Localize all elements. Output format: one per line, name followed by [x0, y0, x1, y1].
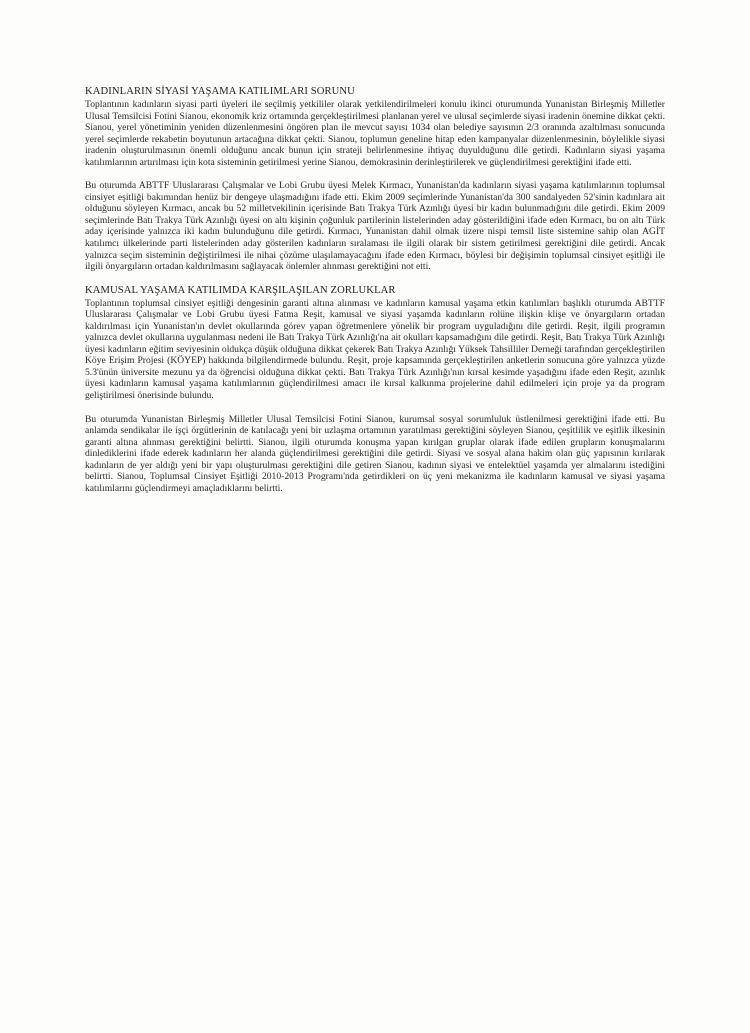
section-heading-public-life-challenges: KAMUSAL YAŞAMA KATILIMDA KARŞILAŞILAN ZORLUKLAR: [85, 284, 396, 296]
section-spacer: [85, 273, 665, 285]
paragraph-spacer: [85, 168, 665, 180]
document-body: [85, 86, 665, 494]
paragraph: Bu oturumda Yunanistan Birleşmiş Milletler Ulusal Temsilcisi Fotini Sianou, kurumsal sosyal sorumluluk üstlenilmesi gerektiğini ifade etti. Bu anlamda sendikalar ile işçi örgütlerinin de katılacağı yeni bir uzlaşma ortamının yaratılması gerektiğini söyleyen Sianou, çeşitlilik ve eşitlik ilkesinin garanti altına alınması gerektiğini belirtti. Sianou, ilgili oturumda konuşma yapan kırılgan gruplar olarak ifade edilen grupların konuşmalarını dinlediklerini ifade ederek kadınların her alanda güçlendirilmesi gerektiğini dile getirdi. Siyasi ve sosyal alana hakim olan güç yapısının kırılarak kadınların de yer aldığı yeni bir yapı oluşturulması gerektiğini dile getiren Sianou, kadının siyasi ve entelektüel yaşamda yer almalarını istediğini belirtti. Sianou, Toplumsal Cinsiyet Eşitliği 2010-2013 Programı'nda getirdikleri on üç yeni mekanizma ile kadınların kamusal ve siyasi yaşama katılımlarını güçlendirmeyi amaçladıklarını belirtti.: [85, 413, 665, 494]
section-heading-political-participation: KADINLARIN SİYASİ YAŞAMA KATILIMLARI SORUNU: [85, 86, 355, 97]
paragraph: Bu oturumda ABTTF Uluslararası Çalışmalar ve Lobi Grubu üyesi Melek Kırmacı, Yunanistan'da kadınların siyasi yaşama katılımlarının toplumsal cinsiyet eşitliği bakımından henüz bir dengeye ulaşmadığını ifade etti. Ekim 2009 seçimlerinde Yunanistan'da 300 sandalyeden 52'sinin kadınlara ait olduğunu söyleyen Kırmacı, ancak bu 52 milletvekilinin içerisinde Batı Trakya Türk Azınlığı üyesi bir kadın bulunmadığını dile getirdi. Ekim 2009 seçimlerinde Batı Trakya Türk Azınlığı üyesi on altı kişinin çoğunluk partilerinin listelerinden aday gösterildiğini ifade eden Kırmacı, bu on altı Türk aday içerisinde yalnızca iki kadın bulunduğunu dile getirdi. Kırmacı, Yunanistan dahil olmak üzere nispi temsil liste sistemine sahip olan AGİT katılımcı ülkelerinde parti listelerinden aday gösterilen kadınların sıralaması ile ilgili olarak bir sistem getirilmesi gerektiğini dile getirdi. Ancak yalnızca seçim sisteminin değiştirilmesi ile nihai çözüme ulaşılamayacağını ifade eden Kırmacı, böylesi bir değişimin toplumsal cinsiyet eşitliği ile ilgili önyargıların ortadan kaldırılmasını sağlayacak önlemler alınması gerektiğini not etti.: [85, 180, 665, 273]
paragraph: Toplantının toplumsal cinsiyet eşitliği dengesinin garanti altına alınması ve kadınların kamusal yaşama etkin katılımları başlıklı oturumda ABTTF Uluslararası Çalışmalar ve Lobi Grubu üyesi Fatma Reşit, kamusal ve siyasi yaşamda kadınların rolüne ilişkin klişe ve önyargıların ortadan kaldırılması için Yunanistan'ın devlet okullarında görev yapan öğretmenlere yönelik bir program uyguladığını dile getirdi. Reşit, ilgili programın yalnızca devlet okullarına uygulanması nedeni ile Batı Trakya Türk Azınlığı'na ait okulları kapsamadığını dile getirdi. Reşit, Batı Trakya Türk Azınlığı üyesi kadınların eğitim seviyesinin oldukça düşük olduğuna dikkat çekerek Batı Trakya Azınlığı Yüksek Tahsilliler Derneği tarafından gerçekleştirilen Köye Erişim Projesi (KÖYEP) hakkında bilgilendirmede bulundu. Reşit, proje kapsamında gerçekleştirilen anketlerin sonucuna göre yalnızca yüzde 5.3'ünün üniversite mezunu ya da öğrencisi olduğuna dikkat çekti. Batı Trakya Türk Azınlığı'nın kırsal kesimde yaşadığını ifade eden Reşit, azınlık üyesi kadınların kamusal yaşama katılımlarının güçlendirilmesi amacı ile kırsal kalkınma projelerine dahil edilmeleri için proje ya da program geliştirilmesi önerisinde bulundu.: [85, 297, 665, 402]
paragraph: Toplantının kadınların siyasi parti üyeleri ile seçilmiş yetkililer olarak yetkilendirilmeleri konulu ikinci oturumunda Yunanistan Birleşmiş Milletler Ulusal Temsilcisi Fotini Sianou, ekonomik kriz ortamında gerçekleştirilmesi planlanan yerel ve ulusal seçimlerde siyasi iradenin önemine dikkat çekti. Sianou, yerel yönetiminin yeniden düzenlenmesini öngören plan ile mevcut sayısı 1034 olan belediye sayısının 2/3 oranında azaltılması sonucunda yerel seçimlerde rekabetin boyutunun artacağına dikkat çekti. Sianou, toplumun geneline hitap eden kampanyalar düzenlenmesinin, böylelikle siyasi iradenin oluşturulmasının önemli olduğunu ancak bunun için strateji belirlenmesine ihtiyaç duyulduğunu dile getirdi. Kadınların siyasi yaşama katılımlarının artırılması için kota sisteminin getirilmesi yerine Sianou, demokrasinin derinleştirilerek ve güçlendirilmesi gerektiğini ifade etti.: [85, 99, 665, 168]
paragraph-spacer: [85, 402, 665, 414]
